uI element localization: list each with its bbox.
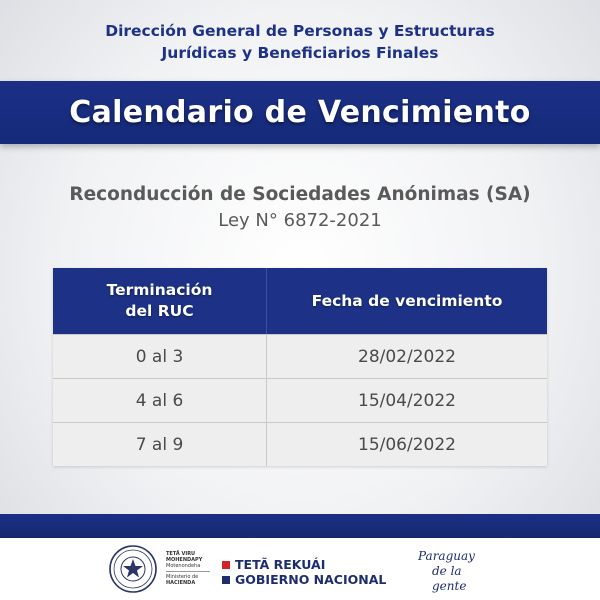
institution-heading-line1: Dirección General de Personas y Estructuras	[105, 22, 495, 40]
ministry-line: Ministerio de	[166, 574, 199, 580]
bottom-bar	[0, 514, 600, 538]
ministry-line: MOHENDAPY	[166, 557, 203, 563]
script-line2: de la gente	[432, 564, 467, 593]
table-row	[53, 378, 547, 422]
due-dates-table	[53, 268, 547, 466]
cell-date: 15/06/2022	[358, 434, 456, 455]
table-header	[53, 268, 547, 334]
ministry-line: HACIENDA	[166, 580, 196, 586]
section-subtitle: Reconducción de Sociedades Anónimas (SA)	[69, 184, 531, 205]
institution-heading	[0, 20, 600, 64]
cell-ruc: 4 al 6	[53, 379, 267, 422]
paraguay-de-la-gente-logo	[418, 549, 488, 594]
table-row	[53, 422, 547, 466]
cell-date: 15/04/2022	[358, 390, 456, 411]
tetarekuai-text: TETÃ REKUÁI	[235, 557, 326, 572]
ministry-line: TETÃ VIRU	[166, 551, 196, 557]
government-logo	[222, 557, 386, 587]
page-title: Calendario de Vencimiento	[69, 95, 531, 130]
header-ruc-line2: del RUC	[125, 302, 194, 320]
institution-heading-line2: Jurídicas y Beneficiarios Finales	[161, 44, 439, 62]
script-line1: Paraguay	[418, 549, 475, 563]
cell-ruc: 7 al 9	[53, 423, 267, 466]
title-banner	[0, 81, 600, 144]
law-reference: Ley N° 6872-2021	[218, 210, 382, 231]
ministry-line: Motenondeha	[166, 563, 201, 569]
gobierno-text: GOBIERNO NACIONAL	[235, 572, 387, 587]
ministry-logo	[166, 551, 210, 586]
header-ruc-ending	[53, 268, 267, 334]
blue-square-icon	[222, 576, 230, 584]
ministry-divider	[166, 571, 210, 572]
cell-ruc: 0 al 3	[53, 335, 267, 378]
header-due-date: Fecha de vencimiento	[311, 291, 503, 310]
header-ruc-line1: Terminación	[106, 281, 213, 299]
cell-date: 28/02/2022	[358, 346, 456, 367]
table-row	[53, 334, 547, 378]
national-seal-icon	[108, 544, 158, 594]
red-square-icon	[222, 561, 230, 569]
